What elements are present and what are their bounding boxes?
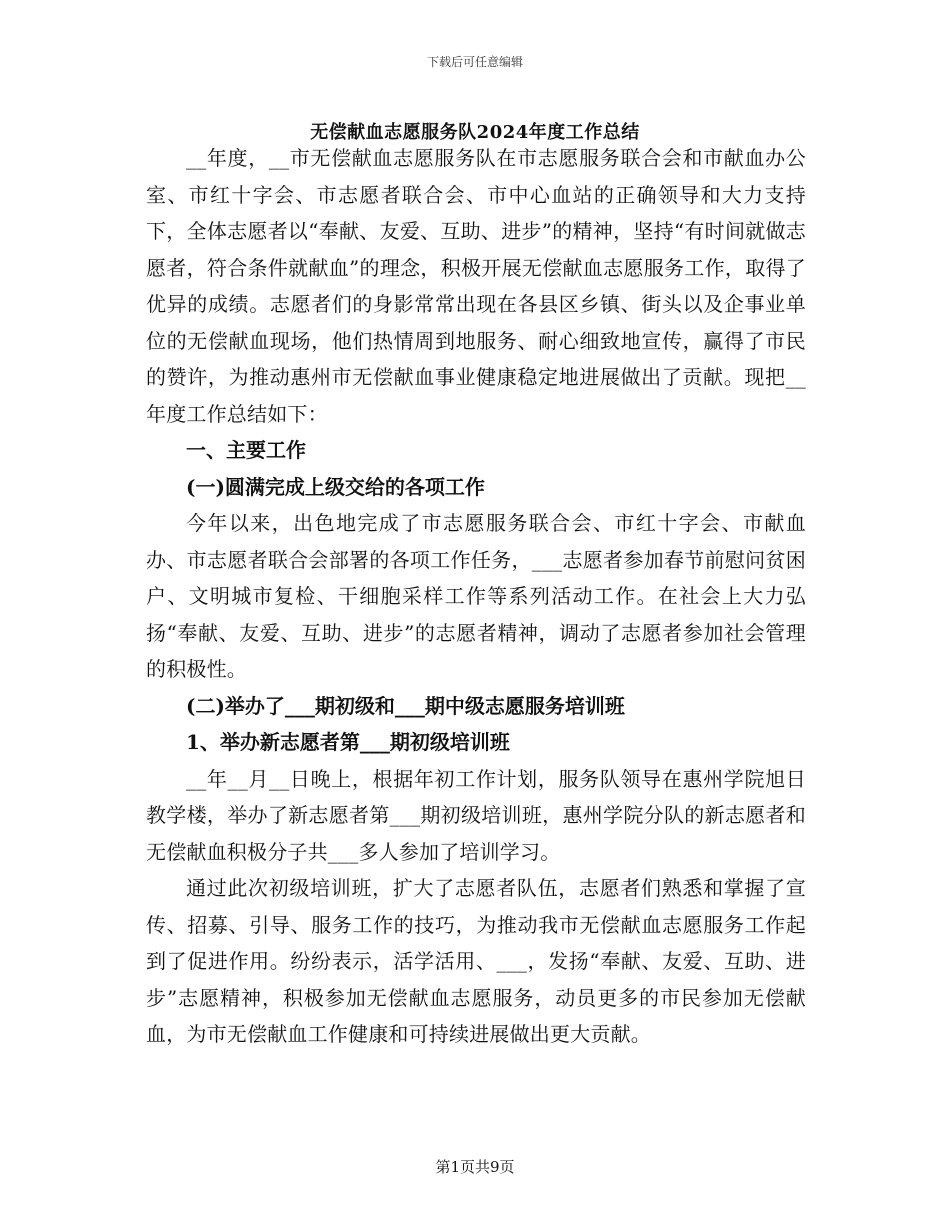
subsection-heading-2: (二)举办了___期初级和___期中级志愿服务培训班: [186, 693, 625, 718]
body-paragraph-1: 今年以来，出色地完成了市志愿服务联合会、市红十字会、市献血办、市志愿者联合会部署的各项工作任务，___志愿者参加春节前慰问贫困户、文明城市复检、干细胞采样工作等系列活动工作。在社会上大力弘扬“奉献、友爱、互助、进步”的志愿者精神，调动了志愿者参加社会管理的积极性。: [146, 511, 806, 681]
page-footer: 第1页共9页: [435, 1158, 515, 1176]
item-heading-1: 1、举办新志愿者第___期初级培训班: [186, 730, 510, 754]
document-title: 无偿献血志愿服务队2024年度工作总结: [310, 122, 640, 143]
header-note: 下载后可任意编辑: [426, 55, 523, 69]
intro-paragraph: __年度，__市无偿献血志愿服务队在市志愿服务联合会和市献血办公室、市红十字会、市志愿者联合会、市中心血站的正确领导和大力支持下，全体志愿者以“奉献、友爱、互助、进步”的精神，坚持“有时间就做志愿者，符合条件就献血”的理念，积极开展无偿献血志愿服务工作，取得了优异的成绩。志愿者们的身影常常出现在各县区乡镇、街头以及企事业单位的无偿献血现场，他们热情周到地服务、耐心细致地宣传，赢得了市民的赞许，为推动惠州市无偿献血事业健康稳定地进展做出了贡献。现把__年度工作总结如下：: [146, 146, 806, 426]
body-paragraph-2: __年__月__日晚上，根据年初工作计划，服务队领导在惠州学院旭日教学楼，举办了新志愿者第___期初级培训班，惠州学院分队的新志愿者和无偿献血积极分子共___多人参加了培训学习。: [146, 766, 806, 864]
subsection-heading-1: (一)圆满完成上级交给的各项工作: [186, 474, 485, 499]
section-heading-main-work: 一、主要工作: [186, 438, 306, 462]
body-paragraph-3: 通过此次初级培训班，扩大了志愿者队伍，志愿者们熟悉和掌握了宣传、招募、引导、服务工作的技巧，为推动我市无偿献血志愿服务工作起到了促进作用。纷纷表示，活学活用、___，发扬“奉献、友爱、互助、进步”志愿精神，积极参加无偿献血志愿服务，动员更多的市民参加无偿献血，为市无偿献血工作健康和可持续进展做出更大贡献。: [146, 876, 806, 1046]
document-body: [146, 140, 806, 1053]
